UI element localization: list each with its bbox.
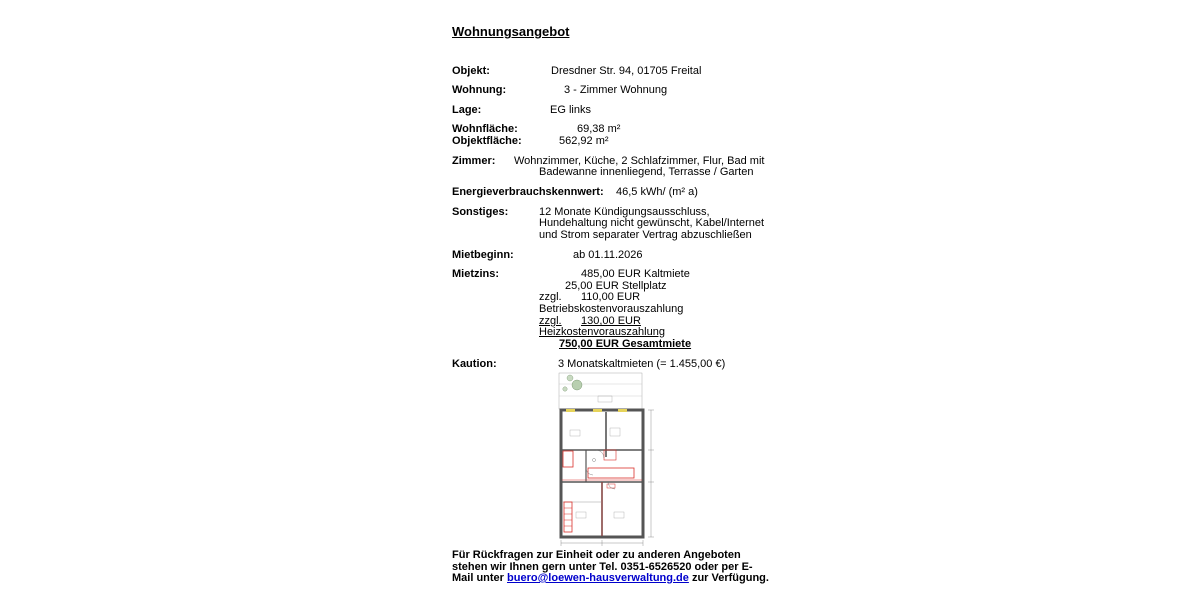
- footer-line-2: stehen wir Ihnen gern unter Tel. 0351-6526520 oder per E-: [452, 561, 753, 573]
- objektflaeche-value: 562,92 m²: [559, 135, 609, 147]
- footer-line-3-prefix: Mail unter: [452, 572, 508, 584]
- lage-label: Lage:: [452, 104, 482, 116]
- sonstiges-line3: und Strom separater Vertrag abzuschließen: [539, 229, 752, 241]
- kaution-label: Kaution:: [452, 358, 497, 370]
- mietzins-betrieb-amount: 110,00 EUR: [581, 291, 641, 303]
- mietzins-stellplatz: 25,00 EUR Stellplatz: [565, 280, 667, 292]
- mietbeginn-value: ab 01.11.2026: [573, 249, 643, 261]
- footer-line-3: [452, 572, 769, 584]
- mietzins-heiz-amount: 130,00 EUR: [581, 315, 641, 327]
- mietzins-kaltmiete: 485,00 EUR Kaltmiete: [581, 268, 690, 280]
- objekt-value: Dresdner Str. 94, 01705 Freital: [551, 65, 702, 77]
- objektflaeche-label: Objektfläche:: [452, 135, 522, 147]
- sonstiges-line2: Hundehaltung nicht gewünscht, Kabel/Internet: [539, 217, 765, 229]
- mietzins-zzgl-2: zzgl.: [539, 315, 562, 327]
- mietzins-betrieb-label: Betriebskostenvorauszahlung: [539, 303, 684, 315]
- wohnflaeche-label: Wohnfläche:: [452, 123, 518, 135]
- email-link[interactable]: buero@loewen-hausverwaltung.de: [507, 572, 689, 584]
- wohnung-value: 3 - Zimmer Wohnung: [564, 84, 668, 96]
- objekt-label: Objekt:: [452, 65, 490, 77]
- mietzins-zzgl-1: zzgl.: [539, 291, 562, 303]
- footer-line-3-suffix: zur Verfügung.: [688, 572, 769, 584]
- mietzins-gesamt: 750,00 EUR Gesamtmiete: [559, 338, 692, 350]
- energie-value: 46,5 kWh/ (m² a): [616, 186, 698, 198]
- mietzins-label: Mietzins:: [452, 268, 500, 280]
- mietbeginn-label: Mietbeginn:: [452, 249, 514, 261]
- kaution-value: 3 Monatskaltmieten (= 1.455,00 €): [558, 358, 726, 370]
- zimmer-line1: Wohnzimmer, Küche, 2 Schlafzimmer, Flur, Bad mit: [514, 155, 765, 167]
- page-title: Wohnungsangebot: [452, 24, 570, 39]
- zimmer-line2: Badewanne innenliegend, Terrasse / Garten: [539, 166, 754, 178]
- lage-value: EG links: [550, 104, 591, 116]
- energie-label: Energieverbrauchskennwert:: [452, 186, 604, 198]
- sonstiges-label: Sonstiges:: [452, 206, 509, 218]
- zimmer-label: Zimmer:: [452, 155, 496, 167]
- mietzins-heiz-label: Heizkostenvorauszahlung: [539, 326, 665, 338]
- floor-plan-image: [558, 372, 658, 546]
- wohnflaeche-value: 69,38 m²: [577, 123, 621, 135]
- footer-line-1: Für Rückfragen zur Einheit oder zu anderen Angeboten: [452, 549, 741, 561]
- sonstiges-line1: 12 Monate Kündigungsausschluss,: [539, 206, 710, 218]
- wohnung-label: Wohnung:: [452, 84, 507, 96]
